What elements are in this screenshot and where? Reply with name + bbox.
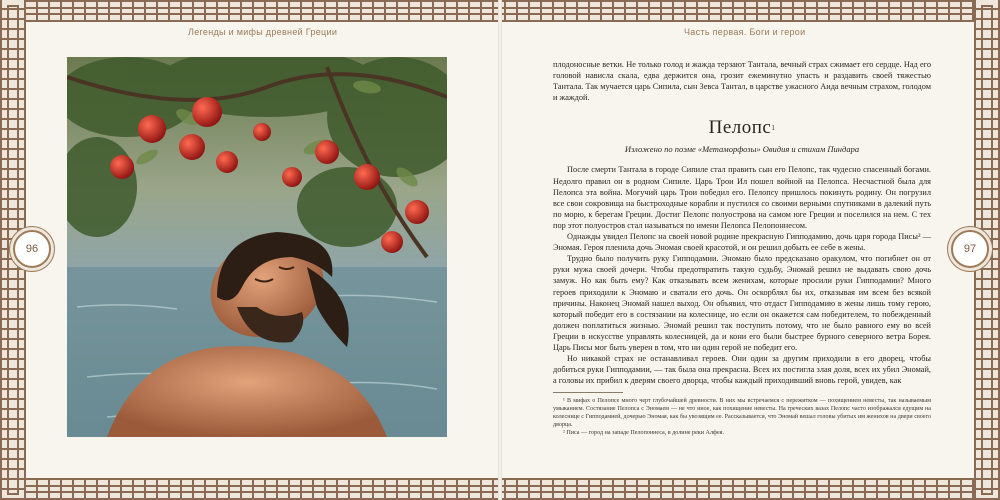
chapter-title [553, 117, 931, 139]
chapter-title-footnote-ref: 1 [771, 124, 776, 133]
illustration-pelops-in-water [67, 57, 447, 437]
body-paragraph: После смерти Тантала в городе Сипиле стал править сын его Пелопс, так чудесно спасенный богами. Недолго правил он в родном Сипиле. Царь Трои Ил пошел войной на Пелопса. Несчастной была для Пелопса эта война. Могучий царь Трои победил его. Пелопсу пришлось покинуть родину. Он погрузил все свои сокровища на быстроходные корабли и пустился со своими верными спутниками в далекий путь по морю, к берегам Греции. Достиг Пелопс полуострова на самом юге Греции и поселился на нем. С тех пор этот полуостров стал называться по имени Пелопса Пелопоннесом. [553, 165, 931, 230]
running-head-right: Часть первая. Боги и герои [684, 27, 806, 37]
body-paragraph: Однажды увидел Пелопс на своей новой родине прекрасную Гипподамию, дочь царя города Писы² — Эномая. Героя пленила дочь Эномая своей красотой, и он решил добыть ее себе в жены. [553, 232, 931, 253]
body-paragraph: Но никакой страх не останавливал героев. Они один за другим приходили в его дворец, чтобы добиться руки Гипподамии, — так была она прекрасна. Всех их постигла злая доля, всех их убил Эномай, а головы их прибил к дверям своего дворца, чтобы каждый приходивший вновь герой, увидев, как [553, 354, 931, 386]
footnote: ¹ В мифах о Пелопсе много черт глубочайшей древности. В них мы встречаемся с пережитком — похищением невесты, так называемым умыканием. Состязание Пелопса с Эномаем — не что иное, как похищение невесты. На греческих вазах Пелопс часто изображался едущим на колеснице с Гипподамией, дочерью Эномая, как бы увозящим ее. Рассказывается, что Эномай вешал головы убитых им женихов на двери своего дворца. [553, 398, 931, 428]
opening-paragraph: плодоносные ветки. Не только голод и жажда терзают Тантала, вечный страх сжимает его сердце. Над его головой нависла скала, едва держится она, грозит ежеминутно упасть и раздавить своей тяжестью Тантала. Так мучается царь Сипила, сын Зевса Тантал, в царстве ужасного Аида вечным страхом, голодом и жаждой. [553, 60, 931, 103]
running-head-left: Легенды и мифы древней Греции [188, 27, 338, 37]
main-text-column [553, 59, 931, 386]
footnote: ² Писа — город на западе Пелопоннеса, в долине реки Алфея. [563, 430, 724, 436]
page-number-right: 97 [951, 230, 989, 268]
footnotes [553, 392, 931, 437]
footnote-rule [553, 392, 623, 393]
chapter-subtitle: Изложено по поэме «Метаморфозы» Овидия и стихам Пиндара [624, 144, 860, 155]
body-paragraph: Трудно было получить руку Гипподамии. Эномаю было предсказано оракулом, что погибнет он от руки мужа своей дочери. Чтобы предотвратить такую судьбу, Эномай решил не выдавать свою дочь замуж. Но как быть ему? Как отказывать всем женихам, которые просили руки Гипподамии? Много героев приходили к Эномаю и сватали его дочь. Он оскорблял бы их, отказывая им всем без всякой причины. Наконец Эномай нашел выход. Он объявил, что отдаст Гипподамию в жены лишь тому герою, который победит его в состязании на колеснице, но если он окажется сам победителем, то побежденный должен поплатиться жизнью. Эномай решил так поступить потому, что не было равного ему во всей Греции в искусстве управлять колесницей, да и кони его были быстрее бурного северного ветра Борея. Царь Писы мог быть уверен в том, что ни один герой не победит его. [553, 254, 931, 352]
page-number-left: 96 [13, 230, 51, 268]
book-gutter [498, 0, 502, 500]
chapter-title-text: Пелопс [708, 117, 772, 139]
